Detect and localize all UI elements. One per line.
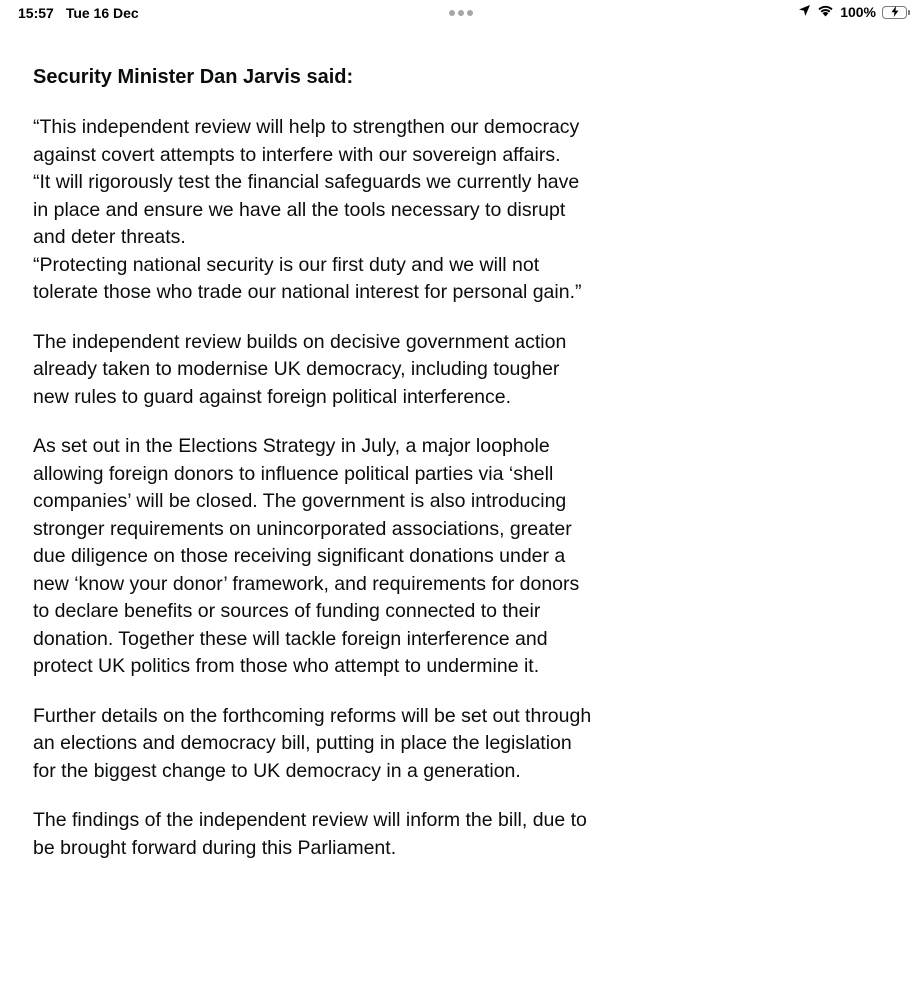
dot xyxy=(458,10,464,16)
battery-percent: 100% xyxy=(840,4,876,20)
status-date: Tue 16 Dec xyxy=(65,5,139,21)
charging-bolt-icon xyxy=(890,4,899,20)
wifi-icon xyxy=(817,4,834,20)
multitasking-dots-icon[interactable] xyxy=(449,10,473,16)
quote-paragraph: “Protecting national security is our first duty and we will not tolerate those who trade our national interest for personal gain.” xyxy=(33,253,582,303)
body-paragraph: Further details on the forthcoming reforms will be set out through an elections and democracy bill, putting in place the legislation for the biggest change to UK democracy in a generation. xyxy=(33,704,592,782)
minister-quote xyxy=(33,114,598,307)
quote-paragraph: “This independent review will help to strengthen our democracy against covert attempts to interfere with our sovereign affairs. xyxy=(33,116,580,166)
body-paragraph: As set out in the Elections Strategy in July, a major loophole allowing foreign donors to influence political parties via ‘shell companies’ will be closed. The government is also introducing stronger requirements on unincorporated associations, greater due diligence on those receiving significant donations under a new ‘know your donor’ framework, and requirements for donors to declare benefits or sources of funding connected to their donation. Together these will tackle foreign interference and protect UK politics from those who attempt to undermine it. xyxy=(33,435,580,677)
status-time: 15:57 xyxy=(18,5,54,21)
section-heading: Security Minister Dan Jarvis said: xyxy=(33,66,354,88)
body-paragraph: The independent review builds on decisive government action already taken to modernise UK democracy, including tougher new rules to guard against foreign political interference. xyxy=(33,330,567,408)
status-right xyxy=(798,4,907,20)
quote-paragraph: “It will rigorously test the financial safeguards we currently have in place and ensure we have all the tools necessary to disrupt and deter threats. xyxy=(33,171,580,248)
battery-cap xyxy=(908,10,910,15)
article-content xyxy=(33,62,598,884)
battery-icon xyxy=(882,6,907,19)
dot xyxy=(449,10,455,16)
body-paragraph: The findings of the independent review will inform the bill, due to be brought forward during this Parliament. xyxy=(33,809,587,859)
location-icon xyxy=(798,4,811,20)
status-bar xyxy=(0,0,921,28)
dot xyxy=(467,10,473,16)
status-left xyxy=(18,5,139,21)
